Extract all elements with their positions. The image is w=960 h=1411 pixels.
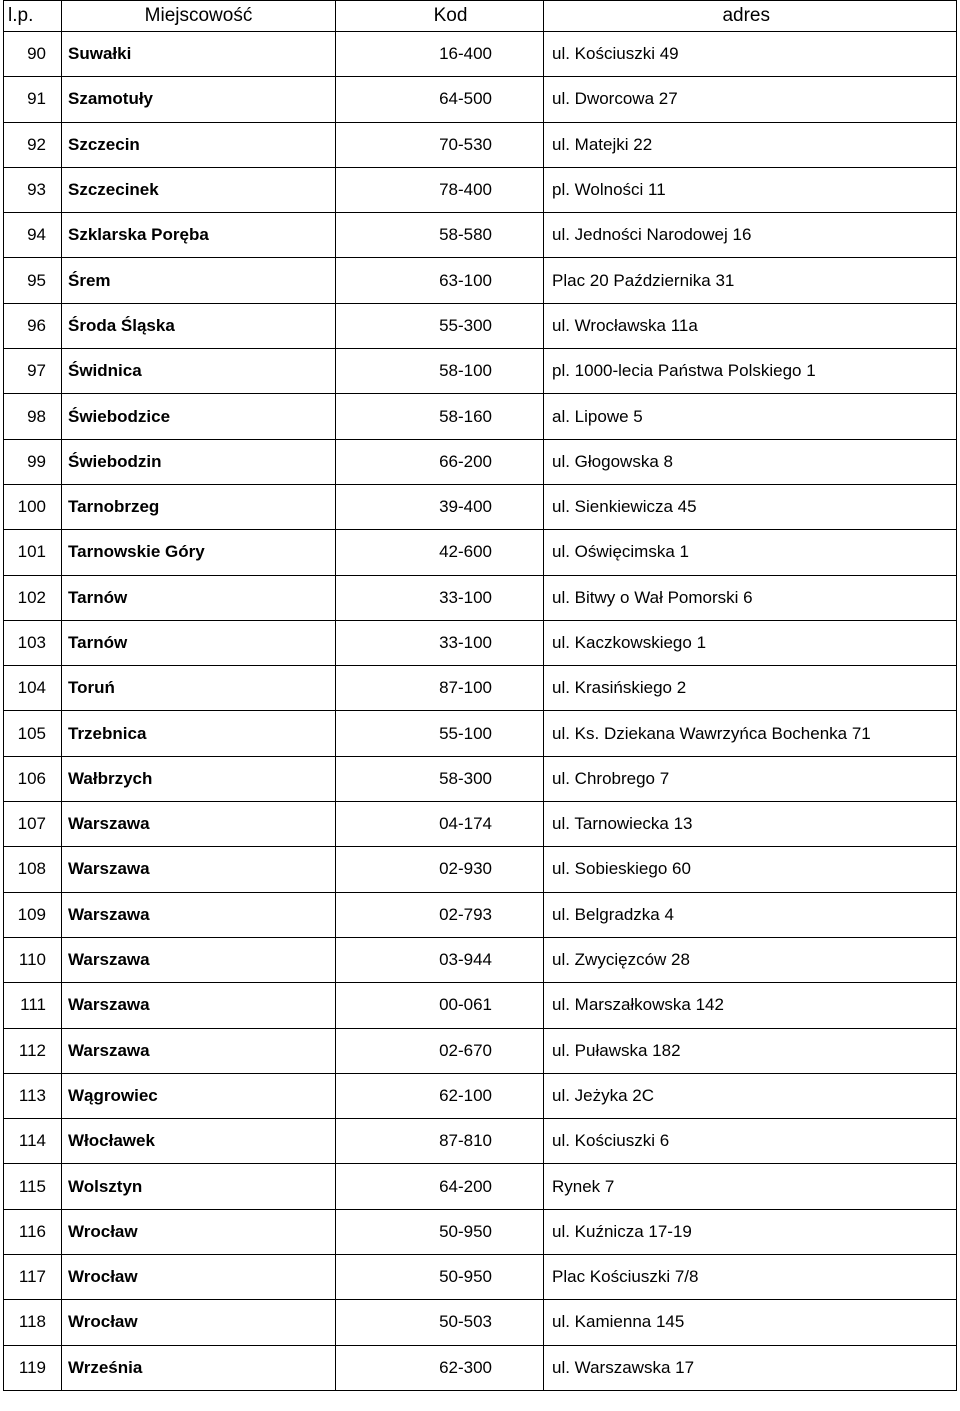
- row-city: Świdnica: [62, 349, 336, 394]
- row-city: Tarnobrzeg: [62, 484, 336, 529]
- row-address: ul. Zwycięzców 28: [544, 937, 957, 982]
- row-city: Włocławek: [62, 1119, 336, 1164]
- row-city: Szklarska Poręba: [62, 213, 336, 258]
- row-postal-code: 04-174: [336, 802, 544, 847]
- row-postal-code: 78-400: [336, 167, 544, 212]
- row-postal-code: 63-100: [336, 258, 544, 303]
- row-address: ul. Wrocławska 11a: [544, 303, 957, 348]
- row-address: Plac 20 Października 31: [544, 258, 957, 303]
- row-postal-code: 64-200: [336, 1164, 544, 1209]
- row-lp: 109: [4, 892, 62, 937]
- table-row: [4, 666, 957, 711]
- table-row: [4, 1300, 957, 1345]
- table-row: [4, 937, 957, 982]
- table-row: [4, 847, 957, 892]
- row-address: ul. Kościuszki 6: [544, 1119, 957, 1164]
- row-lp: 91: [4, 77, 62, 122]
- table-row: [4, 1345, 957, 1390]
- table-row: [4, 530, 957, 575]
- table-body: [4, 32, 957, 1391]
- row-city: Warszawa: [62, 983, 336, 1028]
- header-address: adres: [544, 1, 957, 32]
- row-lp: 96: [4, 303, 62, 348]
- row-address: ul. Głogowska 8: [544, 439, 957, 484]
- row-city: Szamotuły: [62, 77, 336, 122]
- table-row: [4, 620, 957, 665]
- row-lp: 103: [4, 620, 62, 665]
- row-city: Warszawa: [62, 937, 336, 982]
- row-address: al. Lipowe 5: [544, 394, 957, 439]
- row-lp: 115: [4, 1164, 62, 1209]
- row-lp: 119: [4, 1345, 62, 1390]
- table-row: [4, 213, 957, 258]
- table-row: [4, 802, 957, 847]
- row-city: Świebodzin: [62, 439, 336, 484]
- row-postal-code: 64-500: [336, 77, 544, 122]
- row-city: Suwałki: [62, 32, 336, 77]
- row-address: Plac Kościuszki 7/8: [544, 1255, 957, 1300]
- row-lp: 102: [4, 575, 62, 620]
- row-lp: 95: [4, 258, 62, 303]
- table-row: [4, 575, 957, 620]
- row-address: ul. Kościuszki 49: [544, 32, 957, 77]
- row-postal-code: 16-400: [336, 32, 544, 77]
- row-address: ul. Kaczkowskiego 1: [544, 620, 957, 665]
- row-address: ul. Marszałkowska 142: [544, 983, 957, 1028]
- row-address: ul. Warszawska 17: [544, 1345, 957, 1390]
- row-address: ul. Puławska 182: [544, 1028, 957, 1073]
- row-postal-code: 00-061: [336, 983, 544, 1028]
- row-postal-code: 42-600: [336, 530, 544, 575]
- row-address: ul. Dworcowa 27: [544, 77, 957, 122]
- table-row: [4, 1073, 957, 1118]
- row-address: ul. Chrobrego 7: [544, 756, 957, 801]
- row-postal-code: 58-160: [336, 394, 544, 439]
- row-postal-code: 39-400: [336, 484, 544, 529]
- row-lp: 106: [4, 756, 62, 801]
- row-city: Szczecin: [62, 122, 336, 167]
- header-city: Miejscowość: [62, 1, 336, 32]
- row-address: pl. 1000-lecia Państwa Polskiego 1: [544, 349, 957, 394]
- row-postal-code: 02-793: [336, 892, 544, 937]
- table-row: [4, 258, 957, 303]
- row-postal-code: 33-100: [336, 575, 544, 620]
- row-address: ul. Matejki 22: [544, 122, 957, 167]
- row-address: ul. Kuźnicza 17-19: [544, 1209, 957, 1254]
- row-address: ul. Ks. Dziekana Wawrzyńca Bochenka 71: [544, 711, 957, 756]
- row-postal-code: 66-200: [336, 439, 544, 484]
- row-city: Szczecinek: [62, 167, 336, 212]
- row-lp: 107: [4, 802, 62, 847]
- row-address: ul. Oświęcimska 1: [544, 530, 957, 575]
- row-postal-code: 58-580: [336, 213, 544, 258]
- row-city: Wągrowiec: [62, 1073, 336, 1118]
- row-address: ul. Jedności Narodowej 16: [544, 213, 957, 258]
- table-row: [4, 1028, 957, 1073]
- row-city: Wałbrzych: [62, 756, 336, 801]
- row-address: ul. Sobieskiego 60: [544, 847, 957, 892]
- row-lp: 114: [4, 1119, 62, 1164]
- row-address: pl. Wolności 11: [544, 167, 957, 212]
- row-postal-code: 02-930: [336, 847, 544, 892]
- table-row: [4, 711, 957, 756]
- table-row: [4, 303, 957, 348]
- row-city: Wrocław: [62, 1255, 336, 1300]
- table-row: [4, 484, 957, 529]
- row-lp: 108: [4, 847, 62, 892]
- row-address: ul. Belgradzka 4: [544, 892, 957, 937]
- table-row: [4, 32, 957, 77]
- table-row: [4, 439, 957, 484]
- table-row: [4, 983, 957, 1028]
- row-postal-code: 70-530: [336, 122, 544, 167]
- row-postal-code: 55-300: [336, 303, 544, 348]
- row-lp: 92: [4, 122, 62, 167]
- row-postal-code: 58-100: [336, 349, 544, 394]
- row-city: Warszawa: [62, 892, 336, 937]
- row-city: Wolsztyn: [62, 1164, 336, 1209]
- locations-table: [3, 0, 957, 1391]
- row-postal-code: 50-950: [336, 1209, 544, 1254]
- row-lp: 113: [4, 1073, 62, 1118]
- row-address: ul. Bitwy o Wał Pomorski 6: [544, 575, 957, 620]
- row-address: ul. Jeżyka 2C: [544, 1073, 957, 1118]
- table-row: [4, 394, 957, 439]
- row-lp: 105: [4, 711, 62, 756]
- row-city: Warszawa: [62, 847, 336, 892]
- row-address: ul. Sienkiewicza 45: [544, 484, 957, 529]
- row-lp: 99: [4, 439, 62, 484]
- row-postal-code: 87-100: [336, 666, 544, 711]
- table-row: [4, 167, 957, 212]
- row-city: Tarnów: [62, 575, 336, 620]
- row-lp: 100: [4, 484, 62, 529]
- row-address: Rynek 7: [544, 1164, 957, 1209]
- row-city: Tarnów: [62, 620, 336, 665]
- row-lp: 110: [4, 937, 62, 982]
- header-lp: l.p.: [4, 1, 62, 32]
- row-city: Toruń: [62, 666, 336, 711]
- row-city: Wrocław: [62, 1209, 336, 1254]
- row-postal-code: 33-100: [336, 620, 544, 665]
- header-row: [4, 1, 957, 32]
- table-row: [4, 349, 957, 394]
- row-lp: 112: [4, 1028, 62, 1073]
- row-city: Warszawa: [62, 802, 336, 847]
- row-address: ul. Tarnowiecka 13: [544, 802, 957, 847]
- row-postal-code: 50-503: [336, 1300, 544, 1345]
- row-postal-code: 58-300: [336, 756, 544, 801]
- row-lp: 116: [4, 1209, 62, 1254]
- row-lp: 90: [4, 32, 62, 77]
- table-row: [4, 1119, 957, 1164]
- row-lp: 118: [4, 1300, 62, 1345]
- row-address: ul. Krasińskiego 2: [544, 666, 957, 711]
- row-city: Tarnowskie Góry: [62, 530, 336, 575]
- row-postal-code: 03-944: [336, 937, 544, 982]
- row-city: Września: [62, 1345, 336, 1390]
- row-lp: 97: [4, 349, 62, 394]
- row-postal-code: 62-300: [336, 1345, 544, 1390]
- row-city: Środa Śląska: [62, 303, 336, 348]
- table-row: [4, 1209, 957, 1254]
- table-row: [4, 756, 957, 801]
- row-postal-code: 62-100: [336, 1073, 544, 1118]
- row-city: Warszawa: [62, 1028, 336, 1073]
- row-address: ul. Kamienna 145: [544, 1300, 957, 1345]
- table-row: [4, 1164, 957, 1209]
- row-postal-code: 55-100: [336, 711, 544, 756]
- table-row: [4, 77, 957, 122]
- row-city: Trzebnica: [62, 711, 336, 756]
- row-lp: 101: [4, 530, 62, 575]
- row-lp: 104: [4, 666, 62, 711]
- row-lp: 98: [4, 394, 62, 439]
- table-row: [4, 892, 957, 937]
- table-header: [4, 1, 957, 32]
- row-lp: 117: [4, 1255, 62, 1300]
- row-city: Wrocław: [62, 1300, 336, 1345]
- row-lp: 111: [4, 983, 62, 1028]
- row-postal-code: 50-950: [336, 1255, 544, 1300]
- row-city: Świebodzice: [62, 394, 336, 439]
- row-postal-code: 02-670: [336, 1028, 544, 1073]
- table-row: [4, 1255, 957, 1300]
- row-postal-code: 87-810: [336, 1119, 544, 1164]
- row-lp: 94: [4, 213, 62, 258]
- header-postal-code: Kod: [336, 1, 544, 32]
- table-row: [4, 122, 957, 167]
- row-city: Śrem: [62, 258, 336, 303]
- row-lp: 93: [4, 167, 62, 212]
